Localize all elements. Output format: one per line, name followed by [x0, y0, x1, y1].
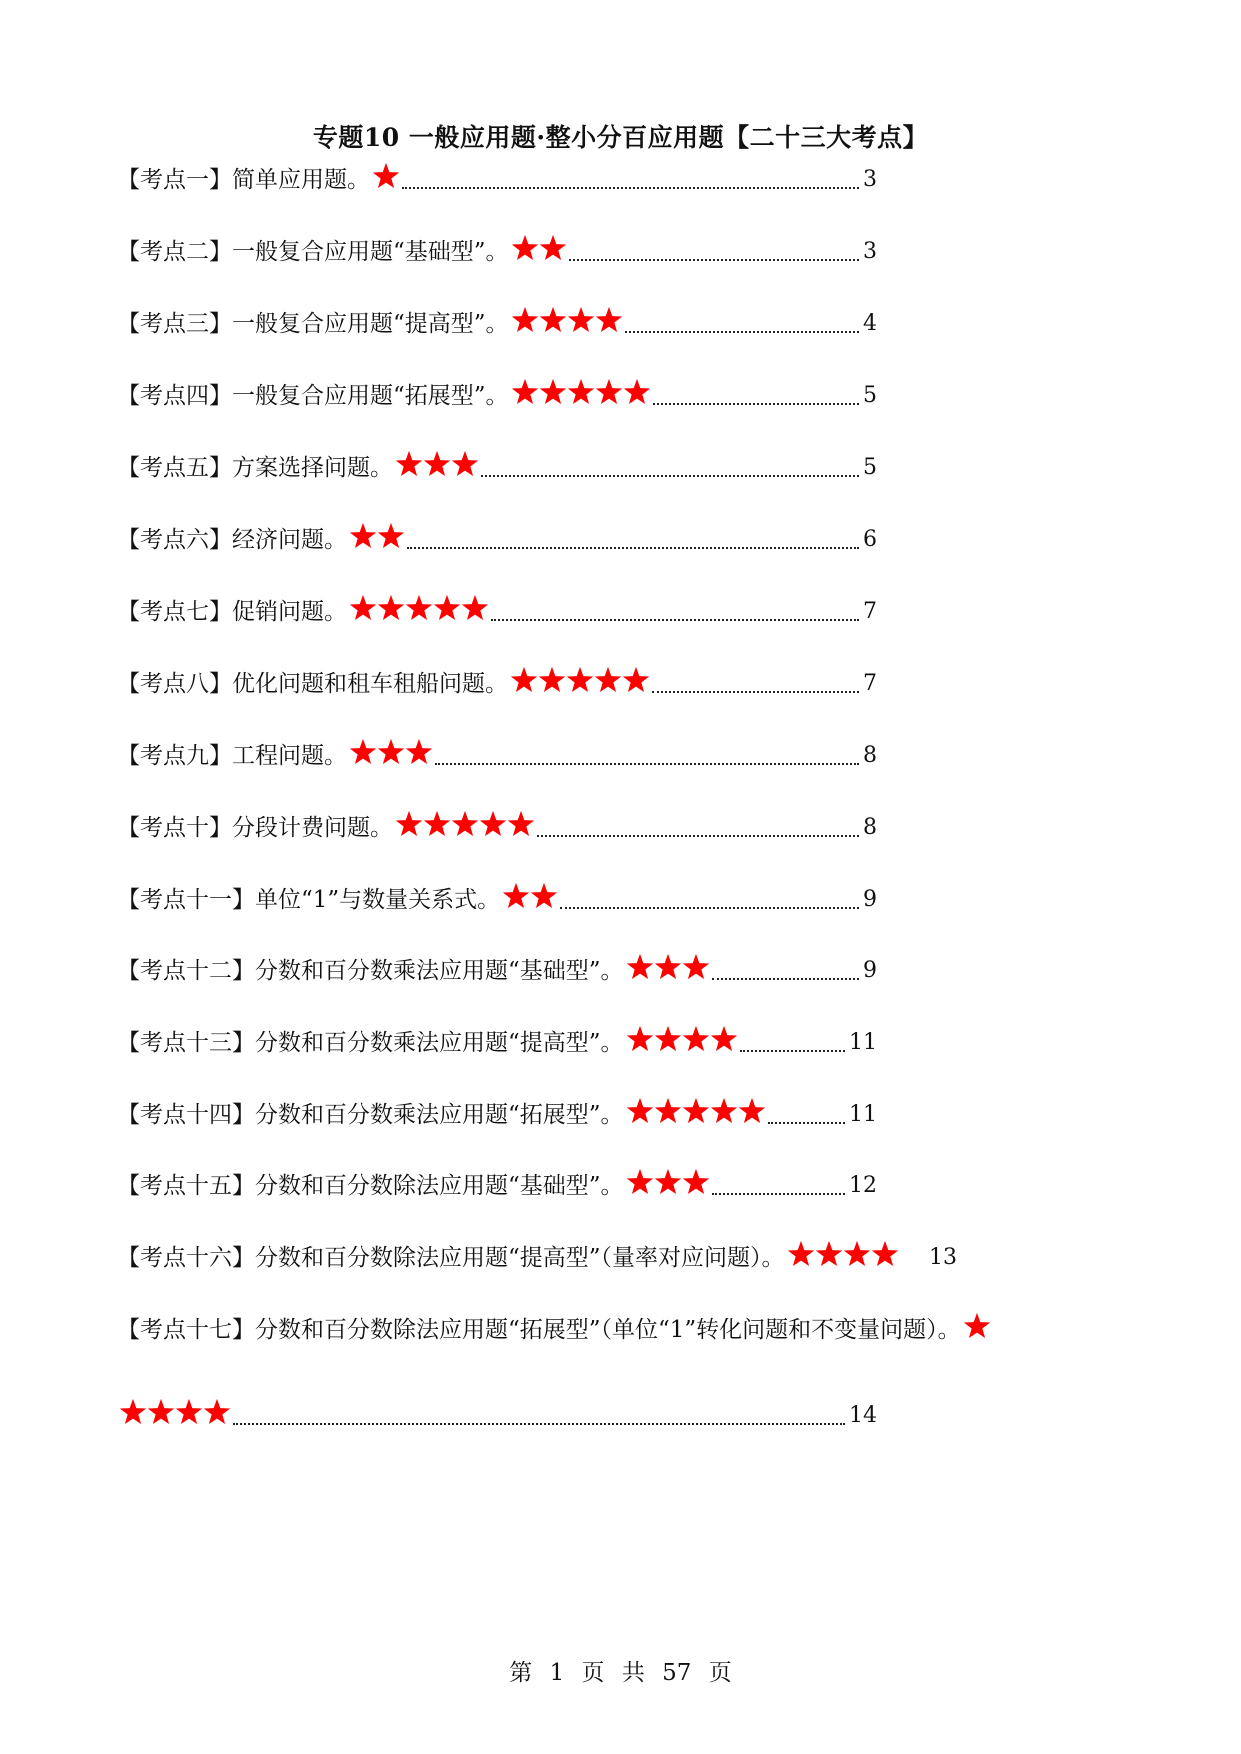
toc-page-number: 8: [863, 743, 877, 768]
toc-entry-label: 【考点一】简单应用题。: [117, 167, 370, 193]
star-icon: [626, 1025, 654, 1053]
toc-entry[interactable]: [117, 594, 877, 630]
star-icon: [682, 953, 710, 981]
star-icon: [654, 1025, 682, 1053]
toc-entry[interactable]: [117, 1168, 877, 1204]
difficulty-stars: [395, 810, 535, 846]
document-title: 专题10 一般应用题·整小分百应用题【二十三大考点】: [312, 123, 929, 152]
star-icon: [539, 306, 567, 334]
toc-entry[interactable]: [117, 1398, 877, 1434]
star-icon: [871, 1240, 899, 1268]
star-icon: [654, 953, 682, 981]
star-icon: [626, 1168, 654, 1196]
toc-entry[interactable]: [117, 234, 877, 270]
star-icon: [377, 594, 405, 622]
difficulty-stars: [511, 378, 651, 414]
toc-page-number: 5: [863, 383, 877, 408]
toc-page-number: 14: [849, 1403, 877, 1428]
star-icon: [511, 378, 539, 406]
toc-entry[interactable]: [117, 666, 877, 702]
star-icon: [405, 738, 433, 766]
star-icon: [147, 1398, 175, 1426]
toc-page-number: 8: [863, 815, 877, 840]
star-icon: [461, 594, 489, 622]
toc-entry[interactable]: [117, 450, 877, 486]
star-icon: [538, 666, 566, 694]
toc-page-number: 7: [863, 671, 877, 696]
difficulty-stars: [787, 1240, 899, 1276]
toc-entry-label: 【考点十】分段计费问题。: [117, 815, 393, 841]
star-icon: [349, 738, 377, 766]
star-icon: [595, 306, 623, 334]
star-icon: [377, 738, 405, 766]
star-icon: [626, 1097, 654, 1125]
toc-entry-label: 【考点三】一般复合应用题“提高型”。: [117, 311, 509, 337]
toc-page-number: 4: [863, 311, 877, 336]
star-icon: [349, 594, 377, 622]
toc-entry[interactable]: [117, 882, 877, 918]
toc-entry-label: 【考点七】促销问题。: [117, 599, 347, 625]
difficulty-stars: [349, 522, 405, 558]
dot-leader: [491, 619, 859, 621]
toc-entry[interactable]: [117, 522, 877, 558]
toc-entry-label: 【考点五】方案选择问题。: [117, 455, 393, 481]
star-icon: [395, 810, 423, 838]
difficulty-stars: [395, 450, 479, 486]
toc-entry[interactable]: [117, 1097, 877, 1133]
toc-page-number: 13: [929, 1245, 957, 1270]
dot-leader: [435, 763, 859, 765]
star-icon: [502, 882, 530, 910]
dot-leader: [712, 978, 859, 980]
star-icon: [626, 953, 654, 981]
difficulty-stars: [119, 1398, 231, 1434]
star-icon: [843, 1240, 871, 1268]
toc-entry[interactable]: [117, 1025, 877, 1061]
dot-leader: [652, 691, 859, 693]
star-icon: [423, 450, 451, 478]
dot-leader: [625, 331, 859, 333]
star-icon: [372, 162, 400, 190]
toc-page-number: 6: [863, 527, 877, 552]
star-icon: [530, 882, 558, 910]
star-icon: [787, 1240, 815, 1268]
star-icon: [119, 1398, 147, 1426]
difficulty-stars: [511, 234, 567, 270]
difficulty-stars: [349, 738, 433, 774]
star-icon: [622, 666, 650, 694]
star-icon: [567, 306, 595, 334]
toc-entry[interactable]: [117, 378, 877, 414]
footer-current-page: 1: [549, 1660, 565, 1686]
dot-leader: [537, 835, 859, 837]
star-icon: [566, 666, 594, 694]
toc-page-number: 9: [863, 958, 877, 983]
difficulty-stars: [626, 1025, 738, 1061]
star-icon: [511, 234, 539, 262]
star-icon: [682, 1025, 710, 1053]
toc-entry-label: 【考点八】优化问题和租车租船问题。: [117, 671, 508, 697]
difficulty-stars: [626, 953, 710, 989]
dot-leader: [712, 1193, 845, 1195]
star-icon: [623, 378, 651, 406]
star-icon: [507, 810, 535, 838]
toc-page-number: 11: [849, 1102, 877, 1127]
dot-leader: [560, 907, 859, 909]
toc-entry[interactable]: [117, 738, 877, 774]
star-icon: [682, 1097, 710, 1125]
star-icon: [377, 522, 405, 550]
difficulty-stars: [502, 882, 558, 918]
toc-entry[interactable]: [117, 810, 877, 846]
toc-entry[interactable]: [117, 306, 877, 342]
toc-entry-label: 【考点九】工程问题。: [117, 743, 347, 769]
difficulty-stars: [626, 1168, 710, 1204]
star-icon: [539, 378, 567, 406]
dot-leader: [407, 547, 859, 549]
toc-entry-label: 【考点十三】分数和百分数乘法应用题“提高型”。: [117, 1030, 624, 1056]
footer-page-word: 页: [581, 1660, 605, 1686]
footer-total-word: 共: [621, 1660, 645, 1686]
dot-leader: [740, 1050, 845, 1052]
star-icon: [451, 810, 479, 838]
star-icon: [710, 1097, 738, 1125]
difficulty-stars: [626, 1097, 766, 1133]
star-icon: [710, 1025, 738, 1053]
toc-entry-label: 【考点二】一般复合应用题“基础型”。: [117, 239, 509, 265]
toc-entry-label: 【考点十七】分数和百分数除法应用题“拓展型”（单位“1”转化问题和不变量问题）。: [117, 1317, 961, 1343]
toc-entry[interactable]: [117, 1240, 957, 1276]
dot-leader: [402, 187, 859, 189]
star-icon: [423, 810, 451, 838]
toc-page-number: 3: [863, 239, 877, 264]
star-icon: [654, 1097, 682, 1125]
star-icon: [349, 522, 377, 550]
star-icon: [682, 1168, 710, 1196]
star-icon: [594, 666, 622, 694]
star-icon: [595, 378, 623, 406]
star-icon: [175, 1398, 203, 1426]
footer-total-pages: 57: [662, 1660, 692, 1686]
difficulty-stars: [511, 306, 623, 342]
star-icon: [510, 666, 538, 694]
difficulty-stars: [349, 594, 489, 630]
toc-page-number: 3: [863, 167, 877, 192]
toc-entry[interactable]: [117, 953, 877, 989]
star-icon: [479, 810, 507, 838]
toc-entry-label: 【考点十五】分数和百分数除法应用题“基础型”。: [117, 1173, 624, 1199]
toc-page-number: 11: [849, 1030, 877, 1055]
star-icon: [405, 594, 433, 622]
star-icon: [539, 234, 567, 262]
dot-leader: [653, 403, 859, 405]
star-icon: [963, 1312, 991, 1340]
dot-leader: [233, 1423, 845, 1425]
star-icon: [511, 306, 539, 334]
toc-page-number: 5: [863, 455, 877, 480]
toc-entry-label: 【考点十二】分数和百分数乘法应用题“基础型”。: [117, 958, 624, 984]
difficulty-stars: [510, 666, 650, 702]
toc-page-number: 7: [863, 599, 877, 624]
star-icon: [451, 450, 479, 478]
footer-suffix: 页: [708, 1660, 732, 1686]
page-footer: [0, 1654, 1241, 1687]
difficulty-stars: [372, 162, 400, 198]
toc-entry-label: 【考点十六】分数和百分数除法应用题“提高型”（量率对应问题）。: [117, 1245, 785, 1271]
dot-leader: [569, 259, 859, 261]
star-icon: [203, 1398, 231, 1426]
toc-entry[interactable]: [117, 162, 877, 198]
star-icon: [654, 1168, 682, 1196]
star-icon: [395, 450, 423, 478]
toc-entry[interactable]: [117, 1312, 1007, 1348]
footer-prefix: 第: [509, 1660, 533, 1686]
toc-entry-label: 【考点六】经济问题。: [117, 527, 347, 553]
star-icon: [433, 594, 461, 622]
difficulty-stars: [963, 1312, 991, 1348]
star-icon: [738, 1097, 766, 1125]
toc-page-number: 9: [863, 887, 877, 912]
dot-leader: [481, 475, 859, 477]
toc-entry-label: 【考点十一】单位“1”与数量关系式。: [117, 887, 501, 913]
toc-entry-label: 【考点四】一般复合应用题“拓展型”。: [117, 383, 509, 409]
dot-leader: [768, 1122, 845, 1124]
toc-entry-label: 【考点十四】分数和百分数乘法应用题“拓展型”。: [117, 1102, 624, 1128]
star-icon: [815, 1240, 843, 1268]
star-icon: [567, 378, 595, 406]
toc-page-number: 12: [849, 1173, 877, 1198]
